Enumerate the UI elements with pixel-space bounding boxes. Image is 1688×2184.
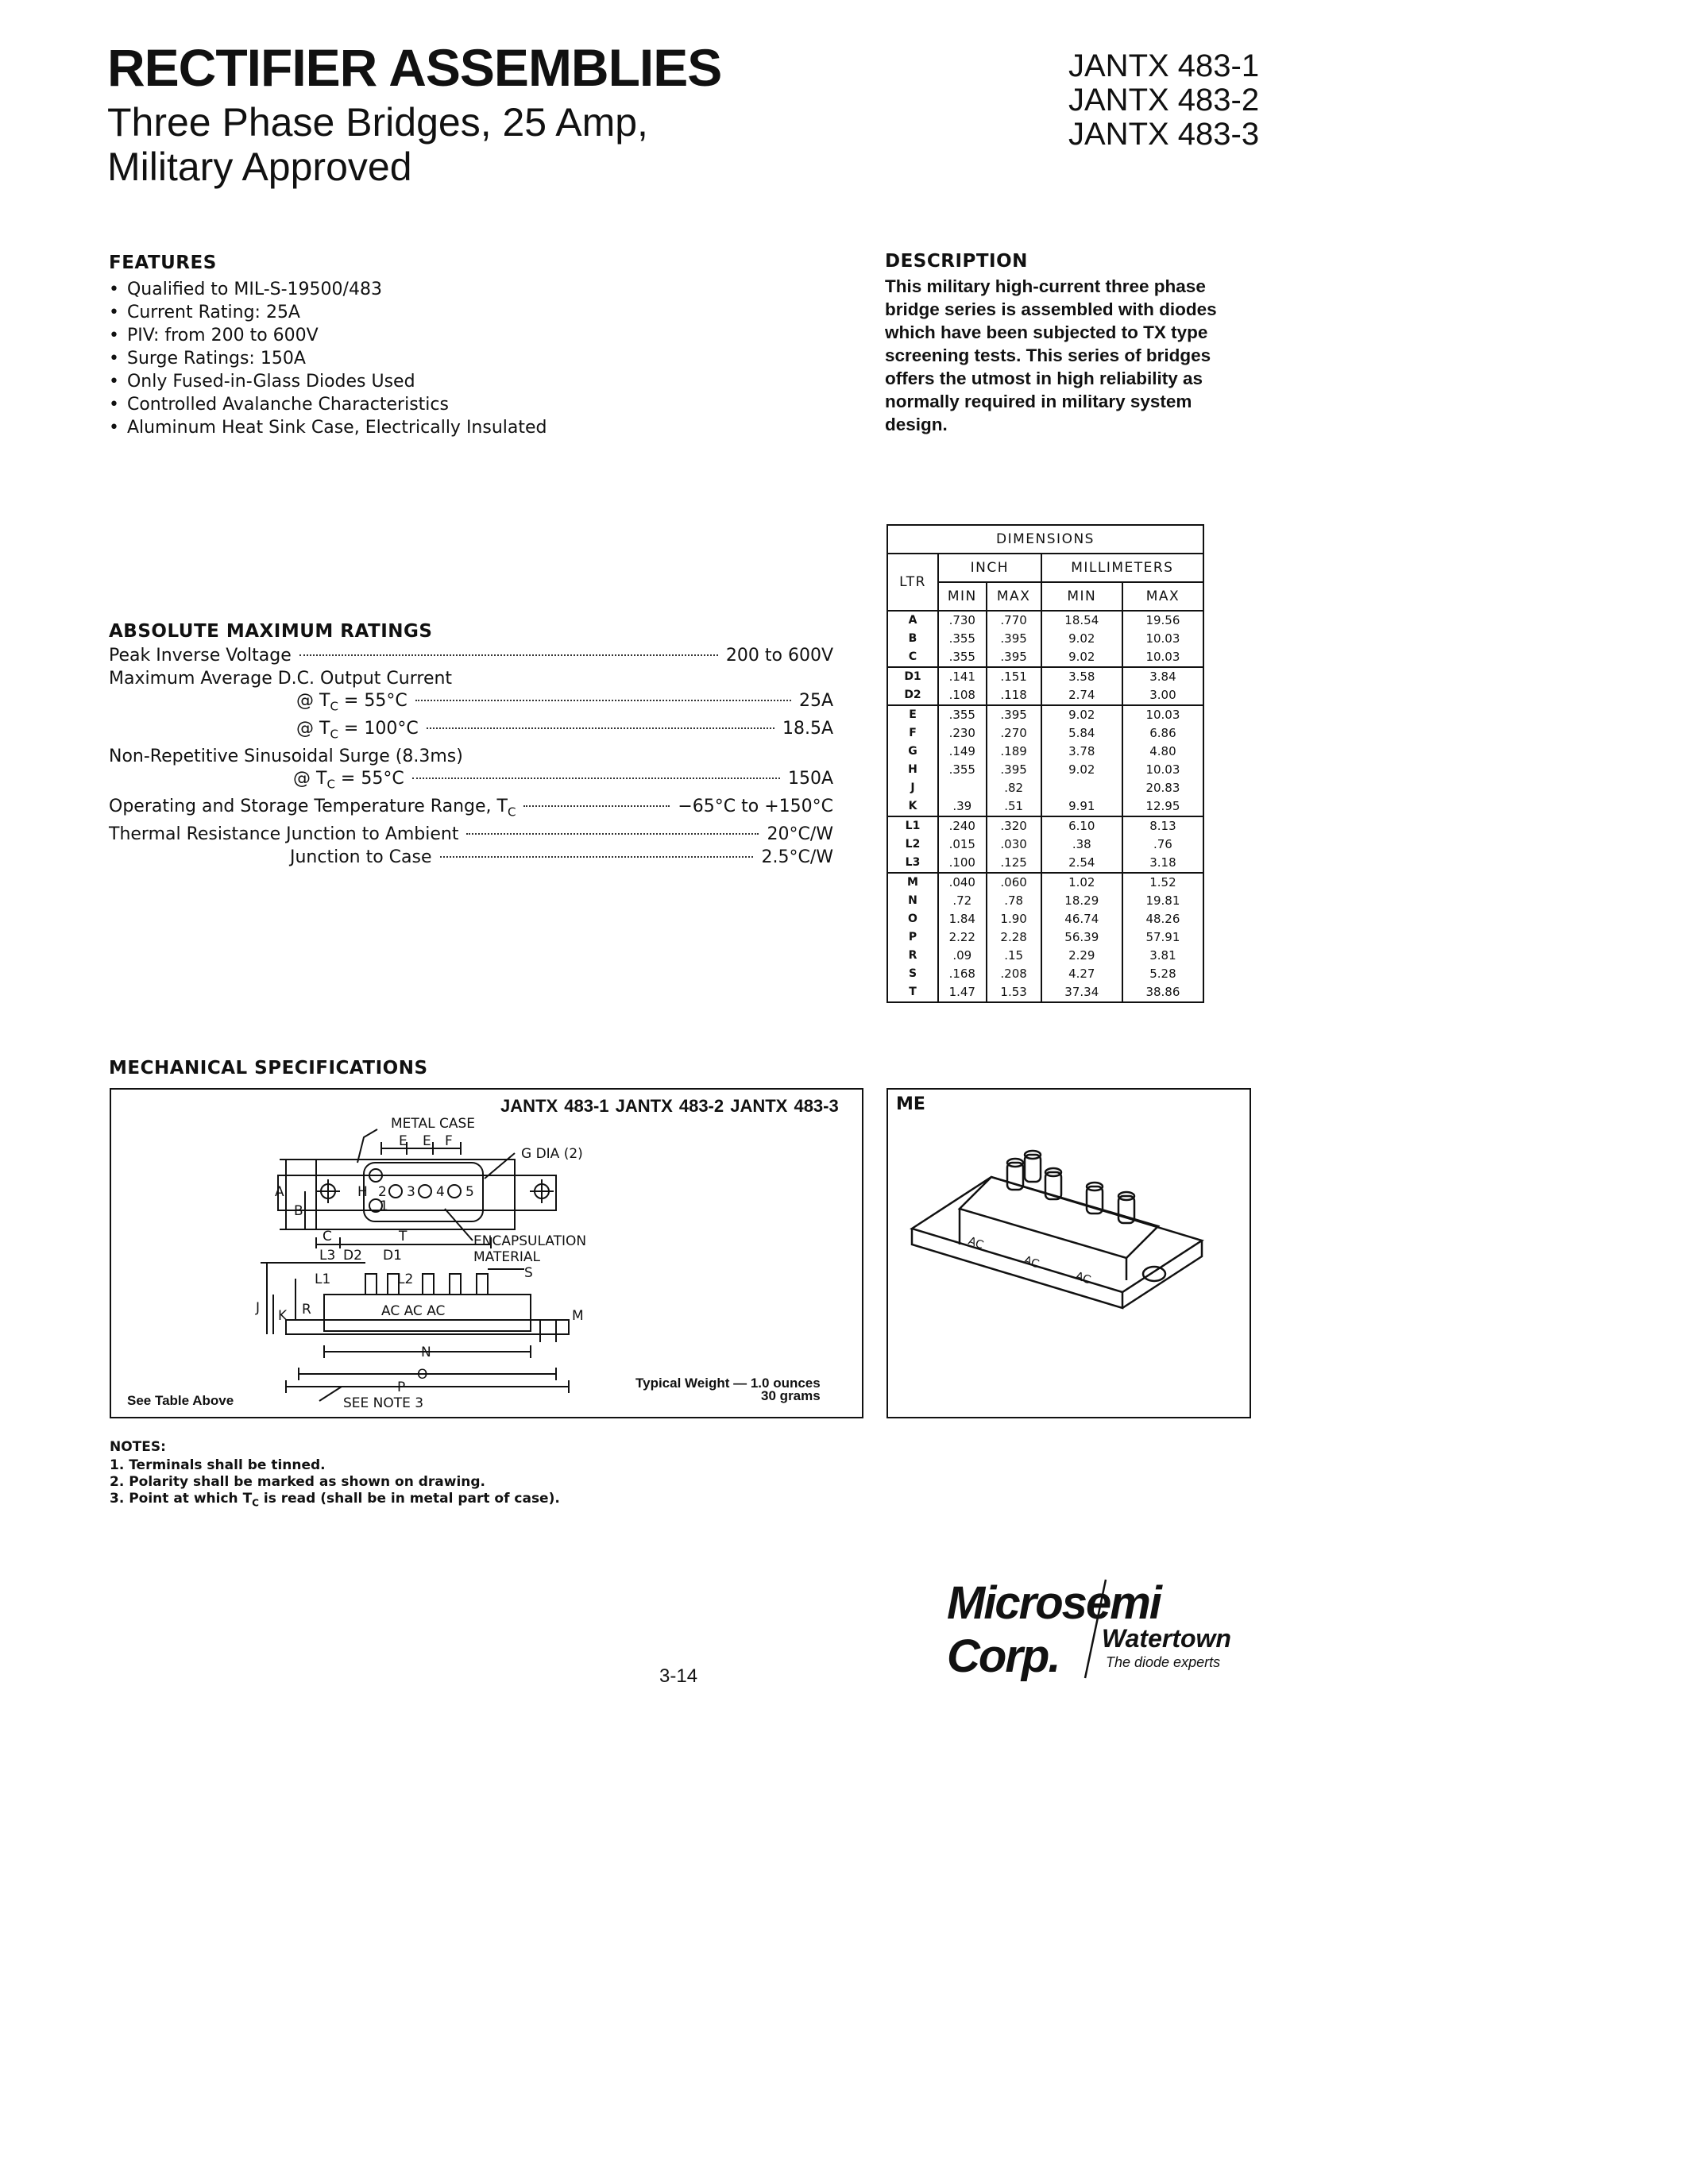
me-label: ME xyxy=(896,1094,925,1114)
dimension-row xyxy=(887,965,1203,983)
dimension-value: 1.90 xyxy=(987,910,1041,928)
dimension-value: 10.03 xyxy=(1122,705,1203,724)
dimension-value: 2.29 xyxy=(1041,947,1122,965)
group-mm: MILLIMETERS xyxy=(1041,554,1203,582)
body-top xyxy=(960,1177,1158,1258)
dimension-value: 46.74 xyxy=(1041,910,1122,928)
dimension-value: .125 xyxy=(987,854,1041,873)
rating-row-avg-55: @ $T_C = 55^\circ C$ 25A xyxy=(296,691,833,714)
svg-text:3: 3 xyxy=(407,1184,415,1200)
svg-text:R: R xyxy=(302,1302,311,1318)
part-number: JANTX 483-1 xyxy=(1068,48,1260,83)
dimension-value: .320 xyxy=(987,816,1041,835)
dimension-value: 1.02 xyxy=(1041,873,1122,892)
mechanical-heading: MECHANICAL SPECIFICATIONS xyxy=(109,1058,428,1078)
feature-item: • Qualified to MIL-S-19500/483 xyxy=(109,278,547,301)
feature-item: • Only Fused-in-Glass Diodes Used xyxy=(109,370,547,393)
col-ltr: LTR xyxy=(887,554,938,611)
rating-row-temp: Operating and Storage Temperature Range, $T_C$ −65°C to +150°C xyxy=(109,797,833,820)
dimension-value: 1.47 xyxy=(938,983,987,1002)
dimension-value: .168 xyxy=(938,965,987,983)
dimension-letter: R xyxy=(887,947,938,965)
dimension-value: .38 xyxy=(1041,835,1122,854)
dimension-row xyxy=(887,947,1203,965)
dimension-value: 10.03 xyxy=(1122,648,1203,667)
dimension-row xyxy=(887,797,1203,816)
dimensions-title: DIMENSIONS xyxy=(887,525,1203,554)
dimension-value: .189 xyxy=(987,743,1041,761)
dimension-value: 2.54 xyxy=(1041,854,1122,873)
dimension-value: .230 xyxy=(938,724,987,743)
dimension-value: .78 xyxy=(987,892,1041,910)
svg-text:AC: AC xyxy=(966,1234,986,1252)
dimension-value: 5.84 xyxy=(1041,724,1122,743)
dimension-value: .151 xyxy=(987,667,1041,686)
dimension-value: .240 xyxy=(938,816,987,835)
dimension-row xyxy=(887,630,1203,648)
dimension-value: 48.26 xyxy=(1122,910,1203,928)
svg-text:O: O xyxy=(417,1367,428,1383)
see-table-note: See Table Above xyxy=(127,1393,234,1408)
dimension-value: 37.34 xyxy=(1041,983,1122,1002)
dimension-value: 3.18 xyxy=(1122,854,1203,873)
dimension-value: 19.56 xyxy=(1122,611,1203,630)
dimension-value: .060 xyxy=(987,873,1041,892)
dimension-letter: N xyxy=(887,892,938,910)
dimension-value: 19.81 xyxy=(1122,892,1203,910)
col-mm-min: MIN xyxy=(1041,582,1122,611)
dimension-value: 9.02 xyxy=(1041,648,1122,667)
dimension-value: 3.78 xyxy=(1041,743,1122,761)
dimension-value: 4.80 xyxy=(1122,743,1203,761)
dimension-letter: C xyxy=(887,648,938,667)
dimension-value: .270 xyxy=(987,724,1041,743)
subtitle-line-1: Three Phase Bridges, 25 Amp, xyxy=(107,100,648,145)
label-encapsulation: ENCAPSULATION xyxy=(473,1233,587,1249)
dimension-value: 1.53 xyxy=(987,983,1041,1002)
dimension-letter: H xyxy=(887,761,938,779)
mechanical-parts: JANTX 483-1 JANTX 483-2 JANTX 483-3 xyxy=(500,1096,839,1116)
subtitle-line-2: Military Approved xyxy=(107,145,412,189)
dimension-value: .208 xyxy=(987,965,1041,983)
description-section xyxy=(885,251,1258,436)
dimension-value: .355 xyxy=(938,761,987,779)
me-package-box xyxy=(886,1088,1251,1418)
svg-text:L3: L3 xyxy=(319,1248,336,1264)
features-heading: FEATURES xyxy=(109,253,217,273)
dimension-value: 12.95 xyxy=(1122,797,1203,816)
dimension-letter: S xyxy=(887,965,938,983)
svg-text:E: E xyxy=(399,1133,408,1149)
dimension-value: 56.39 xyxy=(1041,928,1122,947)
dimension-row xyxy=(887,910,1203,928)
svg-text:N: N xyxy=(421,1345,431,1360)
part-number: JANTX 483-3 xyxy=(1068,117,1260,152)
note-item: 3. Point at which $T_C$ is read (shall be in metal part of case). xyxy=(110,1491,560,1509)
page-title: RECTIFIER ASSEMBLIES xyxy=(107,38,722,97)
label-metal-case: METAL CASE xyxy=(391,1116,476,1132)
dimension-value: 4.27 xyxy=(1041,965,1122,983)
mechanical-drawing-box xyxy=(110,1088,863,1418)
dimension-value: .15 xyxy=(987,947,1041,965)
part-numbers xyxy=(1068,49,1259,152)
svg-text:D1: D1 xyxy=(383,1248,402,1264)
dimension-row xyxy=(887,835,1203,854)
svg-text:2: 2 xyxy=(378,1184,387,1200)
feature-item: • PIV: from 200 to 600V xyxy=(109,324,547,347)
dimension-value: 1.84 xyxy=(938,910,987,928)
logo-location: Watertown xyxy=(1102,1624,1231,1653)
dimension-value: 10.03 xyxy=(1122,761,1203,779)
dimension-value xyxy=(938,779,987,797)
dimension-row xyxy=(887,928,1203,947)
typical-weight: Typical Weight — 1.0 ounces 30 grams xyxy=(635,1376,821,1403)
dimension-value: 10.03 xyxy=(1122,630,1203,648)
rating-row-surge-label: Non-Repetitive Sinusoidal Surge (8.3ms) xyxy=(109,746,463,766)
dimension-value: 18.54 xyxy=(1041,611,1122,630)
dimension-letter: P xyxy=(887,928,938,947)
dimension-value xyxy=(1041,779,1122,797)
dimension-value: .040 xyxy=(938,873,987,892)
svg-text:5: 5 xyxy=(465,1184,474,1200)
dimension-value: 3.84 xyxy=(1122,667,1203,686)
dimension-value: 9.91 xyxy=(1041,797,1122,816)
label-material: MATERIAL xyxy=(473,1249,541,1265)
dimension-letter: L3 xyxy=(887,854,938,873)
dimension-value: .76 xyxy=(1122,835,1203,854)
dimension-row xyxy=(887,648,1203,667)
dimension-row xyxy=(887,667,1203,686)
svg-text:S: S xyxy=(524,1265,533,1281)
features-section xyxy=(109,253,547,439)
svg-text:L2: L2 xyxy=(397,1271,414,1287)
case-top-outline xyxy=(316,1160,515,1229)
svg-text:1: 1 xyxy=(380,1198,388,1214)
dimension-row xyxy=(887,761,1203,779)
dimension-value: .72 xyxy=(938,892,987,910)
dimension-value: .39 xyxy=(938,797,987,816)
col-inch-max: MAX xyxy=(987,582,1041,611)
dimensions-table xyxy=(886,524,1204,1003)
svg-text:B: B xyxy=(294,1203,303,1219)
ratings-section xyxy=(109,621,833,869)
dimension-row xyxy=(887,724,1203,743)
notes-section xyxy=(110,1439,560,1511)
col-inch-min: MIN xyxy=(938,582,987,611)
dimension-row xyxy=(887,611,1203,630)
dimension-value: .149 xyxy=(938,743,987,761)
svg-text:A: A xyxy=(275,1184,284,1200)
dimension-value: .395 xyxy=(987,648,1041,667)
svg-text:4: 4 xyxy=(436,1184,445,1200)
feature-item: • Current Rating: 25A xyxy=(109,301,547,324)
dimension-value: .82 xyxy=(987,779,1041,797)
flange-side-outline xyxy=(286,1320,569,1334)
rating-row-avg-label: Maximum Average D.C. Output Current xyxy=(109,668,453,689)
svg-text:AC: AC xyxy=(1073,1269,1093,1287)
dimension-letter: E xyxy=(887,705,938,724)
dimension-value: .09 xyxy=(938,947,987,965)
dimension-value: 6.86 xyxy=(1122,724,1203,743)
dimension-value: 9.02 xyxy=(1041,630,1122,648)
label-g-dia: G DIA (2) xyxy=(521,1146,583,1162)
dimension-value: 3.81 xyxy=(1122,947,1203,965)
svg-text:D2: D2 xyxy=(343,1248,362,1264)
page-subtitle xyxy=(107,100,648,189)
notes-heading: NOTES: xyxy=(110,1439,166,1455)
dimension-value: 38.86 xyxy=(1122,983,1203,1002)
feature-item: • Controlled Avalanche Characteristics xyxy=(109,393,547,416)
svg-text:T: T xyxy=(399,1229,408,1244)
svg-text:H: H xyxy=(357,1184,368,1200)
dimension-letter: M xyxy=(887,873,938,892)
dimension-value: 8.13 xyxy=(1122,816,1203,835)
dimension-value: 9.02 xyxy=(1041,705,1122,724)
dimension-letter: L2 xyxy=(887,835,938,854)
dimension-value: 57.91 xyxy=(1122,928,1203,947)
dimension-letter: B xyxy=(887,630,938,648)
svg-text:C: C xyxy=(323,1229,332,1244)
dimension-value: .108 xyxy=(938,686,987,705)
dimension-letter: F xyxy=(887,724,938,743)
dimension-value: 6.10 xyxy=(1041,816,1122,835)
rating-row-surge: @ $T_C = 55^\circ C$ 150A xyxy=(293,769,833,792)
ratings-heading: ABSOLUTE MAXIMUM RATINGS xyxy=(109,621,433,642)
dimension-value: 3.00 xyxy=(1122,686,1203,705)
svg-text:L1: L1 xyxy=(315,1271,331,1287)
svg-text:J: J xyxy=(256,1300,261,1316)
dimension-value: 2.28 xyxy=(987,928,1041,947)
dimension-letter: D1 xyxy=(887,667,938,686)
mount-hole xyxy=(1143,1267,1165,1281)
svg-text:E: E xyxy=(423,1133,431,1149)
terminal-studs xyxy=(365,1274,488,1295)
feature-item: • Aluminum Heat Sink Case, Electrically Insulated xyxy=(109,416,547,439)
dimension-row xyxy=(887,686,1203,705)
dimension-letter: L1 xyxy=(887,816,938,835)
outline-drawing xyxy=(111,1090,862,1417)
group-inch: INCH xyxy=(938,554,1041,582)
dimension-value: 1.52 xyxy=(1122,873,1203,892)
svg-text:K: K xyxy=(278,1308,288,1324)
dimension-row xyxy=(887,892,1203,910)
dimension-value: .395 xyxy=(987,630,1041,648)
note-item: 1. Terminals shall be tinned. xyxy=(110,1457,326,1473)
dimension-value: 3.58 xyxy=(1041,667,1122,686)
page-number: 3-14 xyxy=(659,1665,698,1687)
logo-slash xyxy=(1082,1576,1114,1680)
dimension-value: .395 xyxy=(987,705,1041,724)
dimension-row xyxy=(887,779,1203,797)
dimension-letter: G xyxy=(887,743,938,761)
dimension-row xyxy=(887,983,1203,1002)
dimension-value: 5.28 xyxy=(1122,965,1203,983)
dimension-value: .100 xyxy=(938,854,987,873)
svg-text:M: M xyxy=(572,1308,584,1324)
dimension-letter: K xyxy=(887,797,938,816)
dimension-value: 20.83 xyxy=(1122,779,1203,797)
rating-row-piv: Peak Inverse Voltage 200 to 600V xyxy=(109,646,833,666)
dimension-letter: O xyxy=(887,910,938,928)
dimension-row xyxy=(887,816,1203,835)
part-number: JANTX 483-2 xyxy=(1068,83,1260,118)
rating-row-thermal-ambient: Thermal Resistance Junction to Ambient 20°C/W xyxy=(109,824,833,845)
logo-tagline: The diode experts xyxy=(1106,1654,1221,1670)
dimension-value: .355 xyxy=(938,630,987,648)
dimension-value: .141 xyxy=(938,667,987,686)
label-ac-terminals: AC AC AC xyxy=(381,1303,446,1319)
dimension-value: 2.22 xyxy=(938,928,987,947)
svg-text:F: F xyxy=(445,1133,453,1149)
rating-row-thermal-case: Junction to Case 2.5°C/W xyxy=(290,847,833,867)
dimension-value: .015 xyxy=(938,835,987,854)
dimension-value: .030 xyxy=(987,835,1041,854)
dimension-value: 9.02 xyxy=(1041,761,1122,779)
dimension-row xyxy=(887,705,1203,724)
dimension-value: .118 xyxy=(987,686,1041,705)
col-mm-max: MAX xyxy=(1122,582,1203,611)
base-plate-top xyxy=(912,1177,1202,1292)
label-see-note: SEE NOTE 3 xyxy=(343,1395,424,1411)
dimension-value: 18.29 xyxy=(1041,892,1122,910)
dimension-value: .355 xyxy=(938,705,987,724)
feature-item: • Surge Ratings: 150A xyxy=(109,347,547,370)
dimension-value: .355 xyxy=(938,648,987,667)
dimension-value: .730 xyxy=(938,611,987,630)
svg-text:P: P xyxy=(397,1379,406,1395)
dimension-value: .51 xyxy=(987,797,1041,816)
rating-row-avg-100: @ $T_C = 100^\circ C$ 18.5A xyxy=(296,718,833,742)
dimension-value: .395 xyxy=(987,761,1041,779)
description-text: This military high-current three phase bridge series is assembled with diodes which have been subjected to TX type screening tests. This series of bridges offers the utmost in high reliability as normally required in military system design. xyxy=(885,276,1217,434)
package-illustration xyxy=(888,1090,1250,1417)
description-heading: DESCRIPTION xyxy=(885,251,1028,272)
svg-text:AC: AC xyxy=(1022,1253,1041,1271)
dimension-row xyxy=(887,854,1203,873)
microsemi-logo xyxy=(947,1576,1280,1680)
dimension-letter: A xyxy=(887,611,938,630)
dimension-letter: D2 xyxy=(887,686,938,705)
dimension-letter: T xyxy=(887,983,938,1002)
dimension-letter: J xyxy=(887,779,938,797)
dimension-value: 2.74 xyxy=(1041,686,1122,705)
logo-name: Microsemi Corp. xyxy=(947,1577,1161,1682)
dimension-row xyxy=(887,873,1203,892)
dimension-row xyxy=(887,743,1203,761)
dimension-value: .770 xyxy=(987,611,1041,630)
note-item: 2. Polarity shall be marked as shown on drawing. xyxy=(110,1474,486,1490)
